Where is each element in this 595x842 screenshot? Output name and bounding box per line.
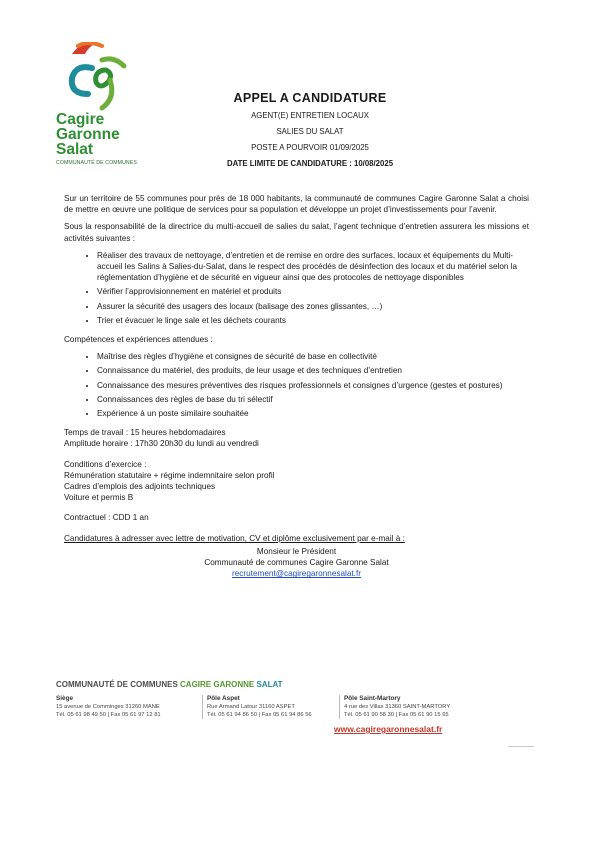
footer-martory-phone: Tél. 05 61 90 58 30 | Fax 05 61 90 15 65 (344, 712, 449, 718)
work-time: Temps de travail : 15 heures hebdomadaires (64, 428, 226, 438)
cagire-logo-mark-icon (58, 42, 128, 112)
footer-siege-title: Siège (56, 695, 74, 702)
list-item: • Assurer la sécurité des usagers des locaux (balisage des zones glissantes, …) (97, 301, 529, 312)
conditions-title: Conditions d’exercice : (64, 459, 147, 469)
website-link[interactable]: www.cagiregaronnesalat.fr (334, 724, 443, 734)
footer-siege-phone: Tél. 05 61 98 49 50 | Fax 05 61 97 12 81 (56, 712, 161, 718)
footer-martory-title: Pôle Saint-Martory (344, 695, 401, 702)
footer-org-cagire: CAGIRE (180, 680, 212, 689)
footer-aspet-title: Pôle Aspet (207, 695, 240, 702)
footer (56, 680, 526, 734)
job-description (64, 193, 529, 579)
footer-org-garonne: GARONNE (213, 680, 255, 689)
job-header (160, 91, 460, 175)
footer-aspet-phone: Tél. 05 61 94 86 50 | Fax 05 61 94 86 56 (207, 712, 312, 718)
list-item: • Maîtrise des règles d’hygiène et consignes de sécurité de base en collectivité (97, 351, 529, 362)
missions-list (64, 250, 529, 326)
list-item: • Connaissance du matériel, des produits, de leur usage et des techniques d’entretien (97, 365, 529, 376)
contract-type: Contractuel : CDD 1 an (64, 513, 149, 523)
logo (52, 42, 142, 172)
missions-intro: Sous la responsabilité de la directrice du multi-accueil de salies du salat, l’agent technique d’entretien assurera les missions et activités suivantes : (64, 222, 529, 243)
apply-instructions: Candidatures à adresser avec lettre de motivation, CV et diplôme exclusivement par e-mail à : (64, 533, 405, 543)
logo-tagline: COMMUNAUTÉ DE COMMUNES (56, 160, 137, 166)
footer-org-name (56, 680, 526, 689)
footer-org-prefix: COMMUNAUTÉ DE COMMUNES (56, 680, 178, 689)
conditions-car: Voiture et permis B (64, 493, 134, 503)
footer-martory (339, 695, 500, 719)
logo-line-2: Garonne (56, 126, 120, 143)
page-title: APPEL A CANDIDATURE (233, 91, 387, 105)
logo-line-3: Salat (56, 141, 94, 158)
list-item: • Trier et évacuer le linge sale et les déchets courants (97, 315, 529, 326)
footer-siege-address: 15 avenue de Comminges 31260 MANE (56, 704, 160, 710)
list-item: • Connaissance des mesures préventives des risques professionnels et consignes d’urgence (gestes et postures) (97, 380, 529, 391)
footer-aspet (202, 695, 339, 719)
list-item: • Expérience à un poste similaire souhaitée (97, 408, 529, 419)
apply-email-link[interactable]: recrutement@cagiregaronnesalat.fr (232, 569, 361, 579)
logo-line-1: Cagire (56, 111, 105, 128)
conditions-frame: Cadres d’emplois des adjoints techniques (64, 482, 216, 492)
list-item: • Réaliser des travaux de nettoyage, d’entretien et de remise en ordre des surfaces, locaux et équipements du Multi-accueil les Salins à Salies-du-Salat, dans le respect des procédés de désinfection des locaux et du matériel selon la réglementation d’hygiène et de sécurité en vigueur ainsi que des protocoles de nettoyage disponibles (97, 250, 529, 284)
list-item: • Connaissances des règles de base du tri sélectif (97, 394, 529, 405)
list-item: • Vérifier l’approvisionnement en matériel et produits (97, 286, 529, 297)
application-deadline: DATE LIMITE DE CANDIDATURE : 10/08/2025 (226, 159, 394, 168)
apply-org: Communauté de communes Cagire Garonne Salat (204, 558, 389, 568)
page-divider (508, 746, 534, 747)
skills-title: Compétences et expériences attendues : (64, 335, 213, 345)
skills-list (64, 351, 529, 419)
location: SALIES DU SALAT (276, 127, 344, 136)
work-hours: Amplitude horaire : 17h30 20h30 du lundi au vendredi (64, 439, 259, 449)
footer-martory-address: 4 rue des Villas 31360 SAINT-MARTORY (344, 704, 451, 710)
footer-siege (56, 695, 202, 719)
footer-org-salat: SALAT (256, 680, 283, 689)
logo-wordmark (56, 112, 137, 166)
position-title: AGENT(E) ENTRETIEN LOCAUX (251, 111, 369, 120)
apply-recipient: Monsieur le Président (256, 546, 337, 556)
intro-paragraph: Sur un territoire de 55 communes pour près de 18 000 habitants, la communauté de communes Cagire Garonne Salat a choisi de mettre en œuvre une politique de services pour sa population et développe un projet d’investissements pour l’avenir. (64, 194, 529, 215)
conditions-pay: Rémunération statutaire + régime indemnitaire selon profil (64, 470, 275, 480)
start-date: POSTE A POURVOIR 01/09/2025 (251, 143, 369, 152)
footer-aspet-address: Rue Armand Latour 31160 ASPET (207, 704, 295, 710)
footer-addresses (56, 695, 526, 719)
